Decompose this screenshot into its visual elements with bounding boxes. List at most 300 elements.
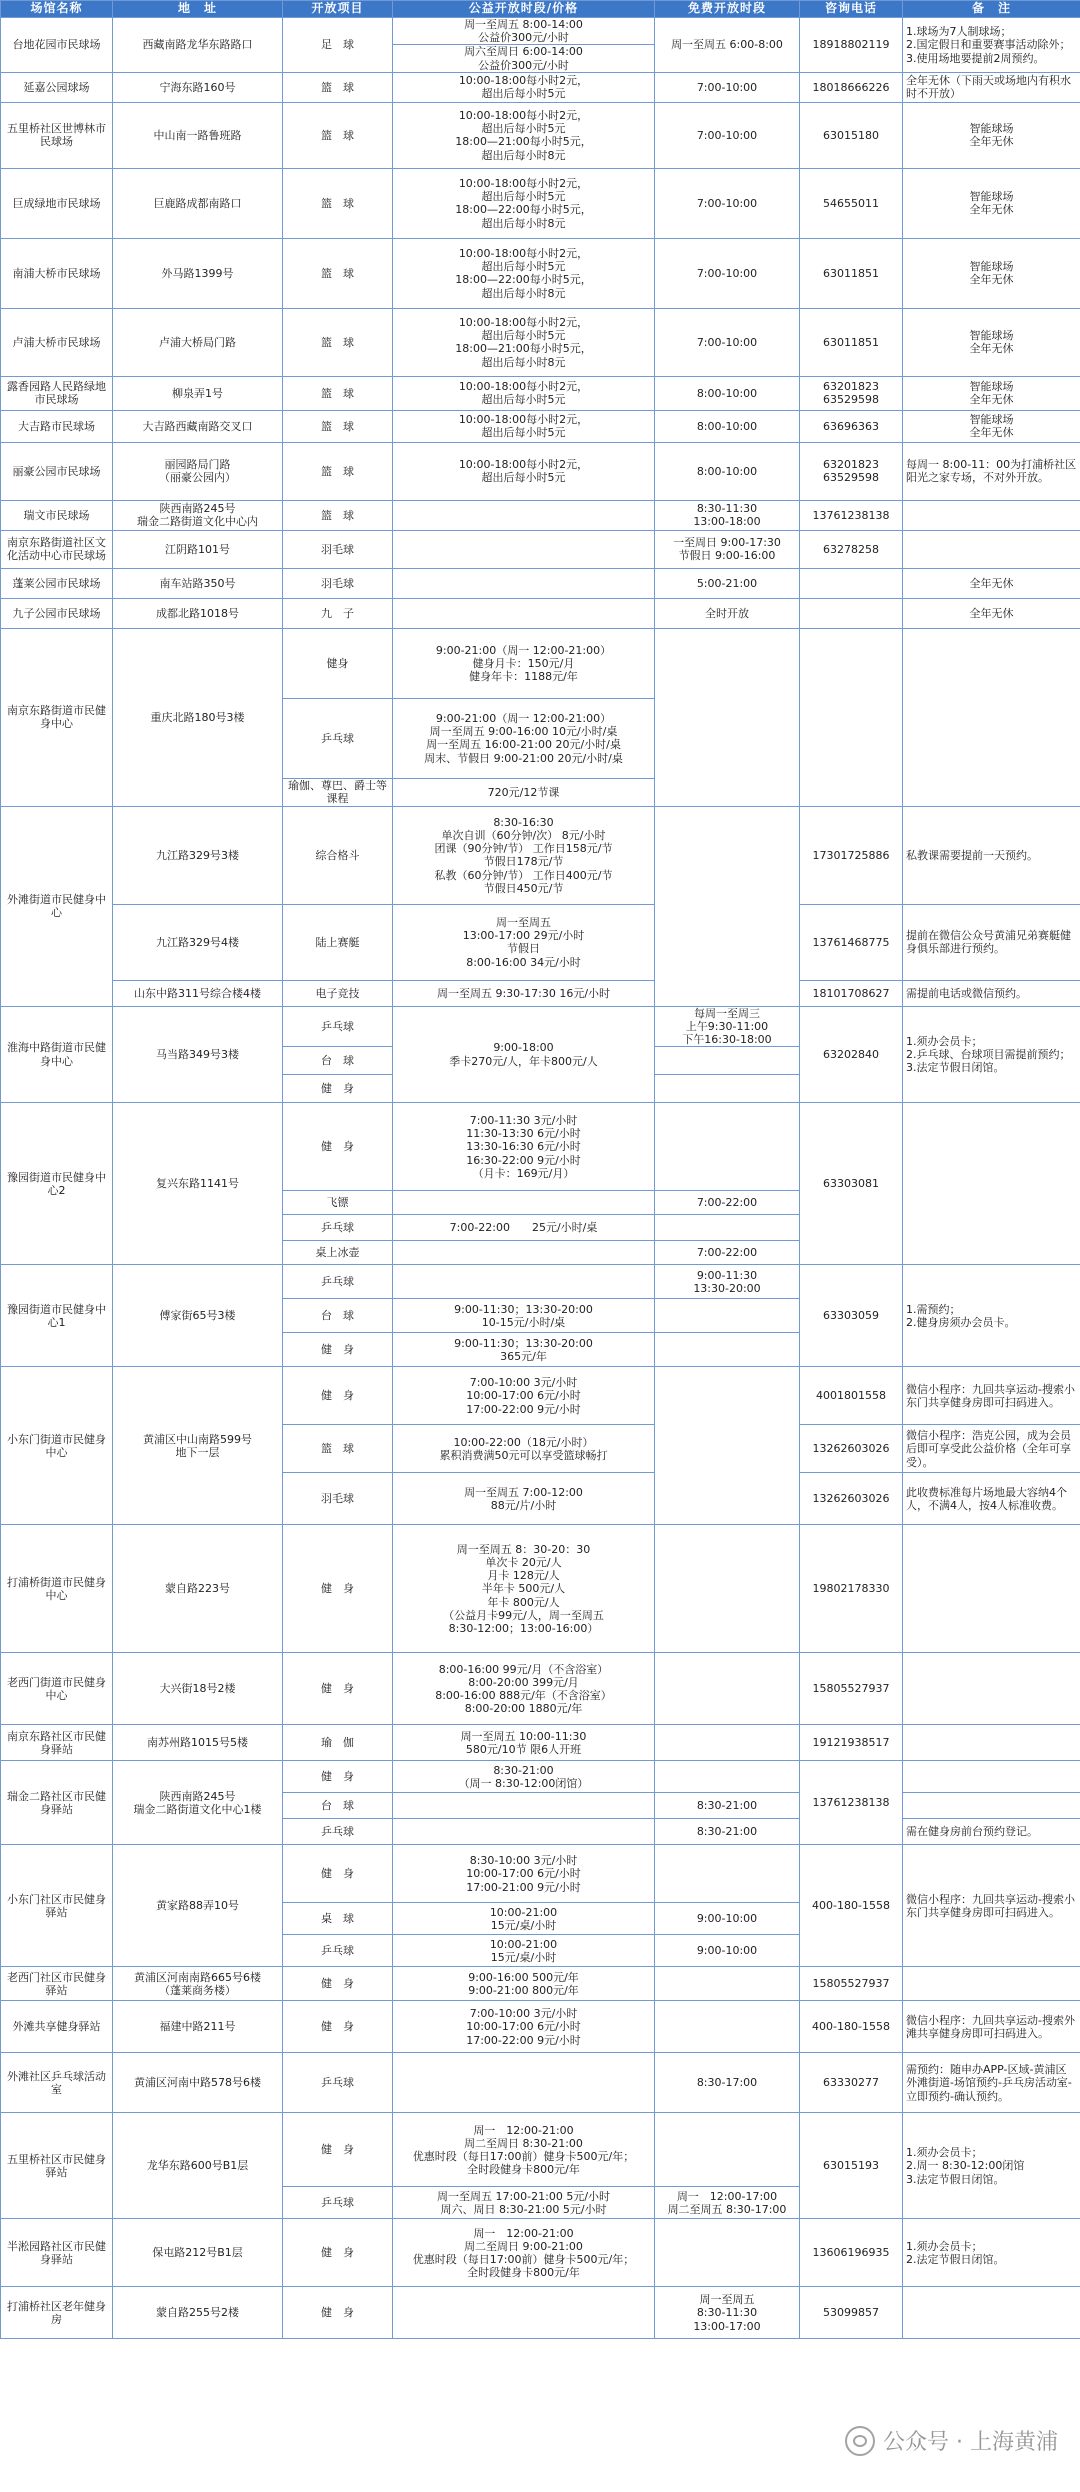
venue-free-hours: 每周一至周三 上午9:30-11:00 下午16:30-18:00 [655, 1006, 800, 1047]
venue-item: 乒乓球 [283, 698, 393, 778]
venue-phone: 400-180-1558 [800, 2001, 903, 2053]
venue-item: 乒乓球 [283, 2187, 393, 2219]
table-row [1, 1725, 1080, 1761]
venue-item: 电子竞技 [283, 980, 393, 1006]
venue-item: 健 身 [283, 1761, 393, 1793]
venue-free-hours [655, 1845, 800, 1903]
venue-address: 江阴路101号 [113, 530, 283, 568]
venue-phone: 63201823 63529598 [800, 376, 903, 410]
venue-free-hours: 7:00-10:00 [655, 308, 800, 376]
venue-price: 周一至周五 9:30-17:30 16元/小时 [393, 980, 655, 1006]
venue-free-hours: 全时开放 [655, 598, 800, 628]
venue-phone: 63303059 [800, 1265, 903, 1367]
table-row [1, 568, 1080, 598]
header-phone: 咨询电话 [800, 1, 903, 18]
venue-free-hours: 周一 12:00-17:00 周二至周五 8:30-17:00 [655, 2187, 800, 2219]
table-row [1, 806, 1080, 904]
venue-item: 健 身 [283, 1075, 393, 1103]
venue-free-hours: 7:00-10:00 [655, 168, 800, 238]
venue-free-hours [655, 1967, 800, 2001]
table-row [1, 530, 1080, 568]
venue-price: 8:00-16:00 99元/月（不含浴室） 8:00-20:00 399元/月 8:00-16:00 888元/年（不含浴室） 8:00-20:00 1880元/年 [393, 1653, 655, 1725]
header-address: 地 址 [113, 1, 283, 18]
venue-notes: 1.须办会员卡； 2.乒乓球、台球项目需提前预约； 3.法定节假日闭馆。 [903, 1006, 1080, 1103]
venue-price: 9:00-16:00 500元/年 9:00-21:00 800元/年 [393, 1967, 655, 2001]
venue-address: 黄浦区河南南路665号6楼 （蓬莱商务楼） [113, 1967, 283, 2001]
venue-address: 黄浦区河南中路578号6楼 [113, 2053, 283, 2113]
venue-price: 10:00-18:00每小时2元， 超出后每小时5元 18:00—21:00每小时5元， 超出后每小时8元 [393, 102, 655, 168]
venue-item: 篮 球 [283, 1425, 393, 1473]
venue-notes [903, 500, 1080, 530]
venue-item: 瑜伽、尊巴、爵士等课程 [283, 778, 393, 806]
venue-name: 南浦大桥市民球场 [1, 238, 113, 308]
watermark [845, 2425, 1058, 2456]
venue-phone: 18018666226 [800, 72, 903, 102]
venue-free-hours: 9:00-10:00 [655, 1935, 800, 1967]
venue-free-hours: 9:00-10:00 [655, 1903, 800, 1935]
venue-price: 9:00-21:00（周一 12:00-21:00） 周一至周五 9:00-16:00 10元/小时/桌 周一至周五 16:00-21:00 20元/小时/桌 周末、节假日 9:00-21:00 20元/小时/桌 [393, 698, 655, 778]
venue-price: 周一 12:00-21:00 周二至周日 9:00-21:00 优惠时段（每日17:00前）健身卡500元/年； 全时段健身卡800元/年 [393, 2219, 655, 2287]
venue-name: 露香园路人民路绿地市民球场 [1, 376, 113, 410]
venue-phone: 13761238138 [800, 1761, 903, 1845]
venue-item: 乒乓球 [283, 1819, 393, 1845]
venue-notes: 此收费标准每片场地最大容纳4个人，不满4人，按4人标准收费。 [903, 1473, 1080, 1525]
venue-phone: 17301725886 [800, 806, 903, 904]
venue-name: 南京东路街道市民健身中心 [1, 628, 113, 806]
header-notes: 备 注 [903, 1, 1080, 18]
venue-address: 陕西南路245号 瑞金二路街道文化中心1楼 [113, 1761, 283, 1845]
venue-item: 乒乓球 [283, 1006, 393, 1047]
venue-price: 周一至周五 8:00-14:00 公益价300元/小时 [393, 18, 655, 45]
table-row [1, 410, 1080, 442]
venue-notes: 需在健身房前台预约登记。 [903, 1819, 1080, 1845]
table-row [1, 2113, 1080, 2187]
table-row [1, 500, 1080, 530]
venue-price [393, 1793, 655, 1819]
venue-name: 巨成绿地市民球场 [1, 168, 113, 238]
table-row [1, 1653, 1080, 1725]
venue-phone: 63202840 [800, 1006, 903, 1103]
venue-free-hours: 7:00-10:00 [655, 238, 800, 308]
venue-name: 豫园街道市民健身中心2 [1, 1103, 113, 1265]
venue-notes [903, 1103, 1080, 1265]
venue-item: 篮 球 [283, 376, 393, 410]
venue-item: 台 球 [283, 1047, 393, 1075]
venue-address: 重庆北路180号3楼 [113, 628, 283, 806]
table-row [1, 904, 1080, 980]
table-row [1, 2001, 1080, 2053]
venue-name: 五里桥社区世博林市民球场 [1, 102, 113, 168]
venue-notes: 全年无休 [903, 568, 1080, 598]
venue-item: 桌 球 [283, 1903, 393, 1935]
venue-phone: 18918802119 [800, 18, 903, 73]
venue-address: 傅家街65号3楼 [113, 1265, 283, 1367]
venue-notes: 私教课需要提前一天预约。 [903, 806, 1080, 904]
venue-address: 大吉路西藏南路交叉口 [113, 410, 283, 442]
venue-price [393, 2287, 655, 2339]
venue-item: 健 身 [283, 2001, 393, 2053]
venue-address: 九江路329号3楼 [113, 806, 283, 904]
venue-name: 淮海中路街道市民健身中心 [1, 1006, 113, 1103]
venue-notes: 1.需预约； 2.健身房须办会员卡。 [903, 1265, 1080, 1367]
venue-price [393, 1265, 655, 1299]
venue-free-hours [655, 1525, 800, 1653]
venue-item: 台 球 [283, 1793, 393, 1819]
venue-name: 延嘉公园球场 [1, 72, 113, 102]
venue-price: 8:30-16:30 单次自训（60分钟/次） 8元/小时 团课（90分钟/节） 工作日158元/节 节假日178元/节 私教（60分钟/节） 工作日400元/节 节假日450元/节 [393, 806, 655, 904]
venue-notes [903, 1967, 1080, 2001]
venue-name: 外滩社区乒乓球活动室 [1, 2053, 113, 2113]
venue-item: 篮 球 [283, 410, 393, 442]
venue-price: 7:00-11:30 3元/小时 11:30-13:30 6元/小时 13:30-16:30 6元/小时 16:30-22:00 9元/小时 （月卡：169元/月） [393, 1103, 655, 1191]
venue-free-hours: 7:00-22:00 [655, 1191, 800, 1215]
venue-name: 瑞文市民球场 [1, 500, 113, 530]
header-row [1, 1, 1080, 18]
table-row [1, 102, 1080, 168]
venue-item: 健 身 [283, 2287, 393, 2339]
venue-phone [800, 628, 903, 806]
venue-price: 9:00-18:00 季卡270元/人，年卡800元/人 [393, 1006, 655, 1103]
venue-item: 乒乓球 [283, 2053, 393, 2113]
table-row [1, 2287, 1080, 2339]
venue-price: 10:00-22:00（18元/小时） 累积消费满50元可以享受篮球畅打 [393, 1425, 655, 1473]
venue-notes: 提前在微信公众号黄浦兄弟赛艇健身俱乐部进行预约。 [903, 904, 1080, 980]
venue-free-hours: 8:30-21:00 [655, 1793, 800, 1819]
venue-price: 8:30-10:00 3元/小时 10:00-17:00 6元/小时 17:00-21:00 9元/小时 [393, 1845, 655, 1903]
venue-item: 瑜 伽 [283, 1725, 393, 1761]
venue-phone: 13262603026 [800, 1425, 903, 1473]
venue-item: 篮 球 [283, 442, 393, 500]
table-row [1, 628, 1080, 698]
venue-item: 篮 球 [283, 308, 393, 376]
venue-notes [903, 1725, 1080, 1761]
venue-item: 篮 球 [283, 168, 393, 238]
venue-price: 7:00-10:00 3元/小时 10:00-17:00 6元/小时 17:00-22:00 9元/小时 [393, 1367, 655, 1425]
venue-phone: 19802178330 [800, 1525, 903, 1653]
venue-phone: 63015180 [800, 102, 903, 168]
venue-price: 10:00-21:00 15元/桌/小时 [393, 1935, 655, 1967]
venue-free-hours: 5:00-21:00 [655, 568, 800, 598]
venue-phone: 63201823 63529598 [800, 442, 903, 500]
venue-item: 篮 球 [283, 238, 393, 308]
venue-address: 九江路329号4楼 [113, 904, 283, 980]
venue-phone: 4001801558 [800, 1367, 903, 1425]
venue-item: 足 球 [283, 18, 393, 73]
venue-address: 保屯路212号B1层 [113, 2219, 283, 2287]
venue-notes [903, 1653, 1080, 1725]
venue-name: 大吉路市民球场 [1, 410, 113, 442]
venue-price [393, 1819, 655, 1845]
venue-item: 桌上冰壶 [283, 1241, 393, 1265]
table-row [1, 72, 1080, 102]
table-row [1, 376, 1080, 410]
table-row [1, 980, 1080, 1006]
venue-price [393, 568, 655, 598]
venue-item: 乒乓球 [283, 1935, 393, 1967]
wechat-icon [845, 2426, 875, 2456]
venue-notes: 微信小程序：浩克公园，成为会员后即可享受此公益价格（全年可享受）。 [903, 1425, 1080, 1473]
venue-name: 五里桥社区市民健身驿站 [1, 2113, 113, 2219]
venue-item: 健 身 [283, 1367, 393, 1425]
venue-price: 9:00-11:30；13:30-20:00 10-15元/小时/桌 [393, 1299, 655, 1333]
venue-address: 宁海东路160号 [113, 72, 283, 102]
venue-notes: 智能球场 全年无休 [903, 102, 1080, 168]
venue-notes: 微信小程序：九回共享运动-搜索小东门共享健身房即可扫码进入。 [903, 1845, 1080, 1967]
venue-address: 陕西南路245号 瑞金二路街道文化中心内 [113, 500, 283, 530]
venue-item: 九 子 [283, 598, 393, 628]
venue-free-hours: 9:00-11:30 13:30-20:00 [655, 1265, 800, 1299]
venue-free-hours: 7:00-10:00 [655, 102, 800, 168]
venue-free-hours [655, 1075, 800, 1103]
venue-free-hours [655, 2219, 800, 2287]
venue-item: 羽毛球 [283, 1473, 393, 1525]
venue-phone: 15805527937 [800, 1653, 903, 1725]
venue-price [393, 500, 655, 530]
venue-free-hours: 周一至周五 6:00-8:00 [655, 18, 800, 73]
table-row [1, 2053, 1080, 2113]
venue-free-hours: 一至周日 9:00-17:30 节假日 9:00-16:00 [655, 530, 800, 568]
venue-free-hours [655, 1761, 800, 1793]
venue-price: 10:00-18:00每小时2元， 超出后每小时5元 18:00—22:00每小时5元， 超出后每小时8元 [393, 238, 655, 308]
venue-phone: 13606196935 [800, 2219, 903, 2287]
venue-free-hours: 8:00-10:00 [655, 376, 800, 410]
venue-name: 九子公园市民球场 [1, 598, 113, 628]
venue-price: 周六至周日 6:00-14:00 公益价300元/小时 [393, 45, 655, 72]
venue-free-hours [655, 1103, 800, 1191]
venue-item: 健身 [283, 628, 393, 698]
venue-free-hours [655, 2001, 800, 2053]
venue-address: 福建中路211号 [113, 2001, 283, 2053]
venue-name: 小东门社区市民健身驿站 [1, 1845, 113, 1967]
venue-notes [903, 2287, 1080, 2339]
venue-address: 成都北路1018号 [113, 598, 283, 628]
venue-free-hours: 7:00-22:00 [655, 1241, 800, 1265]
table-row [1, 308, 1080, 376]
venue-address: 复兴东路1141号 [113, 1103, 283, 1265]
venue-phone: 63015193 [800, 2113, 903, 2219]
venue-notes: 1.须办会员卡； 2.周一 8:30-12:00闭馆 3.法定节假日闭馆。 [903, 2113, 1080, 2219]
venue-phone: 63011851 [800, 308, 903, 376]
venue-phone: 15805527937 [800, 1967, 903, 2001]
venue-free-hours: 7:00-10:00 [655, 72, 800, 102]
venue-price: 10:00-18:00每小时2元， 超出后每小时5元 [393, 72, 655, 102]
venue-price: 9:00-11:30；13:30-20:00 365元/年 [393, 1333, 655, 1367]
venue-price [393, 2053, 655, 2113]
venue-phone [800, 598, 903, 628]
venue-item: 陆上赛艇 [283, 904, 393, 980]
table-row [1, 1845, 1080, 1903]
venue-notes [903, 1761, 1080, 1793]
venue-notes: 全年无休（下雨天或场地内有积水时不开放） [903, 72, 1080, 102]
venue-item: 飞镖 [283, 1191, 393, 1215]
venue-name: 卢浦大桥市民球场 [1, 308, 113, 376]
venue-phone: 19121938517 [800, 1725, 903, 1761]
venue-phone: 400-180-1558 [800, 1845, 903, 1967]
venue-item: 篮 球 [283, 102, 393, 168]
venue-name: 小东门街道市民健身中心 [1, 1367, 113, 1525]
venue-address: 黄浦区中山南路599号 地下一层 [113, 1367, 283, 1525]
venue-phone: 63278258 [800, 530, 903, 568]
venue-name: 外滩街道市民健身中心 [1, 806, 113, 1006]
venue-item: 篮 球 [283, 500, 393, 530]
venue-price: 10:00-18:00每小时2元， 超出后每小时5元 [393, 410, 655, 442]
venue-notes [903, 628, 1080, 806]
venue-price: 10:00-18:00每小时2元， 超出后每小时5元 18:00—21:00每小时5元， 超出后每小时8元 [393, 308, 655, 376]
venue-phone [800, 568, 903, 598]
venue-address: 蒙自路255号2楼 [113, 2287, 283, 2339]
venue-notes: 智能球场 全年无休 [903, 376, 1080, 410]
table-row [1, 1103, 1080, 1191]
venue-item: 健 身 [283, 1103, 393, 1191]
venue-phone: 63011851 [800, 238, 903, 308]
venue-price: 10:00-18:00每小时2元， 超出后每小时5元 [393, 442, 655, 500]
venue-item: 健 身 [283, 1845, 393, 1903]
venue-free-hours [655, 1215, 800, 1241]
venue-phone: 13761468775 [800, 904, 903, 980]
venue-name: 外滩共享健身驿站 [1, 2001, 113, 2053]
venue-address: 丽园路局门路 （丽豪公园内） [113, 442, 283, 500]
table-row [1, 1367, 1080, 1425]
venue-name: 半淞园路社区市民健身驿站 [1, 2219, 113, 2287]
venue-address: 大兴街18号2楼 [113, 1653, 283, 1725]
venue-price: 周一至周五 17:00-21:00 5元/小时 周六、周日 8:30-21:00 5元/小时 [393, 2187, 655, 2219]
table-row [1, 1967, 1080, 2001]
venue-name: 打浦桥街道市民健身中心 [1, 1525, 113, 1653]
venue-address: 柳泉弄1号 [113, 376, 283, 410]
venue-notes: 微信小程序：九回共享运动-搜索小东门共享健身房即可扫码进入。 [903, 1367, 1080, 1425]
table-row [1, 1006, 1080, 1047]
venue-phone: 63330277 [800, 2053, 903, 2113]
venue-item: 综合格斗 [283, 806, 393, 904]
venue-item: 羽毛球 [283, 530, 393, 568]
venue-price: 周一 12:00-21:00 周二至周日 8:30-21:00 优惠时段（每日17:00前）健身卡500元/年； 全时段健身卡800元/年 [393, 2113, 655, 2187]
venue-notes: 微信小程序：九回共享运动-搜索外滩共享健身房即可扫码进入。 [903, 2001, 1080, 2053]
venue-price: 7:00-22:00 25元/小时/桌 [393, 1215, 655, 1241]
venue-notes: 智能球场 全年无休 [903, 168, 1080, 238]
venue-name: 丽豪公园市民球场 [1, 442, 113, 500]
venue-price [393, 1191, 655, 1215]
venue-price: 周一至周五 10:00-11:30 580元/10节 限6人开班 [393, 1725, 655, 1761]
venue-address: 外马路1399号 [113, 238, 283, 308]
venue-address: 中山南一路鲁班路 [113, 102, 283, 168]
table-row [1, 18, 1080, 45]
header-venue-name: 场馆名称 [1, 1, 113, 18]
header-public-hours-price: 公益开放时段/价格 [393, 1, 655, 18]
venue-phone: 13761238138 [800, 500, 903, 530]
venue-free-hours [655, 628, 800, 806]
venue-item: 健 身 [283, 2219, 393, 2287]
table-row [1, 1761, 1080, 1793]
venue-item: 羽毛球 [283, 568, 393, 598]
venue-price: 周一至周五 8：30-20：30 单次卡 20元/人 月卡 128元/人 半年卡 500元/人 年卡 800元/人 （公益月卡99元/人，周一至周五 8:30-12:00；13:00-16:00） [393, 1525, 655, 1653]
venue-phone: 63696363 [800, 410, 903, 442]
venue-price: 10:00-18:00每小时2元， 超出后每小时5元 [393, 376, 655, 410]
venue-name: 豫园街道市民健身中心1 [1, 1265, 113, 1367]
venue-notes: 每周一 8:00-11：00为打浦桥社区阳光之家专场，不对外开放。 [903, 442, 1080, 500]
venue-notes [903, 1793, 1080, 1819]
venue-free-hours: 8:30-21:00 [655, 1819, 800, 1845]
venue-item: 篮 球 [283, 72, 393, 102]
venue-price: 7:00-10:00 3元/小时 10:00-17:00 6元/小时 17:00-22:00 9元/小时 [393, 2001, 655, 2053]
venue-item: 健 身 [283, 1333, 393, 1367]
venue-free-hours [655, 806, 800, 1006]
table-row [1, 2219, 1080, 2287]
venue-phone: 18101708627 [800, 980, 903, 1006]
venue-item: 乒乓球 [283, 1215, 393, 1241]
venue-address: 马当路349号3楼 [113, 1006, 283, 1103]
venue-name: 南京东路街道社区文化活动中心市民球场 [1, 530, 113, 568]
venue-free-hours [655, 1367, 800, 1525]
venue-name: 台地花园市民球场 [1, 18, 113, 73]
venue-phone: 13262603026 [800, 1473, 903, 1525]
venue-notes: 智能球场 全年无休 [903, 238, 1080, 308]
venue-phone: 63303081 [800, 1103, 903, 1265]
venue-price [393, 530, 655, 568]
venue-item: 健 身 [283, 2113, 393, 2187]
header-open-items: 开放项目 [283, 1, 393, 18]
venue-address: 南车站路350号 [113, 568, 283, 598]
venue-notes: 智能球场 全年无休 [903, 410, 1080, 442]
venue-price: 周一至周五 13:00-17:00 29元/小时 节假日 8:00-16:00 34元/小时 [393, 904, 655, 980]
venue-item: 台 球 [283, 1299, 393, 1333]
venue-notes: 1.须办会员卡； 2.法定节假日闭馆。 [903, 2219, 1080, 2287]
venue-free-hours: 8:00-10:00 [655, 442, 800, 500]
table-row [1, 598, 1080, 628]
venue-address: 巨鹿路成都南路口 [113, 168, 283, 238]
venue-free-hours: 8:00-10:00 [655, 410, 800, 442]
venue-item: 乒乓球 [283, 1265, 393, 1299]
venue-price: 10:00-21:00 15元/桌/小时 [393, 1903, 655, 1935]
venue-price: 8:30-21:00 （周一 8:30-12:00闭馆） [393, 1761, 655, 1793]
venue-price: 720元/12节课 [393, 778, 655, 806]
venue-item: 健 身 [283, 1967, 393, 2001]
table-row [1, 168, 1080, 238]
venue-phone: 53099857 [800, 2287, 903, 2339]
venue-free-hours: 8:30-11:30 13:00-18:00 [655, 500, 800, 530]
venue-name: 瑞金二路社区市民健身驿站 [1, 1761, 113, 1845]
venue-price: 10:00-18:00每小时2元， 超出后每小时5元 18:00—22:00每小时5元， 超出后每小时8元 [393, 168, 655, 238]
venue-notes: 全年无休 [903, 598, 1080, 628]
venue-name: 老西门街道市民健身中心 [1, 1653, 113, 1725]
venue-address: 西藏南路龙华东路路口 [113, 18, 283, 73]
venue-address: 山东中路311号综合楼4楼 [113, 980, 283, 1006]
venue-free-hours [655, 2113, 800, 2187]
venue-notes: 需预约：随申办APP-区域-黄浦区外滩街道-场馆预约-乒乓房活动室-立即预约-确认预约。 [903, 2053, 1080, 2113]
venue-notes [903, 530, 1080, 568]
venue-notes: 需提前电话或微信预约。 [903, 980, 1080, 1006]
venue-price [393, 1241, 655, 1265]
venue-item: 健 身 [283, 1525, 393, 1653]
table-row [1, 1265, 1080, 1299]
venue-name: 南京东路社区市民健身驿站 [1, 1725, 113, 1761]
venue-notes: 1.球场为7人制球场； 2.国定假日和重要赛事活动除外； 3.使用场地要提前2周预约。 [903, 18, 1080, 73]
venue-item: 健 身 [283, 1653, 393, 1725]
table-row [1, 442, 1080, 500]
venue-phone: 54655011 [800, 168, 903, 238]
venue-address: 卢浦大桥局门路 [113, 308, 283, 376]
venue-free-hours [655, 1299, 800, 1333]
venue-address: 黄家路88弄10号 [113, 1845, 283, 1967]
watermark-text: 公众号 · 上海黄浦 [883, 2430, 1058, 2455]
venue-price: 周一至周五 7:00-12:00 88元/片/小时 [393, 1473, 655, 1525]
venue-notes [903, 1525, 1080, 1653]
venue-free-hours [655, 1725, 800, 1761]
venue-address: 蒙自路223号 [113, 1525, 283, 1653]
venue-free-hours: 周一至周五 8:30-11:30 13:00-17:00 [655, 2287, 800, 2339]
venue-notes: 智能球场 全年无休 [903, 308, 1080, 376]
venue-address: 龙华东路600号B1层 [113, 2113, 283, 2219]
venue-free-hours [655, 1653, 800, 1725]
